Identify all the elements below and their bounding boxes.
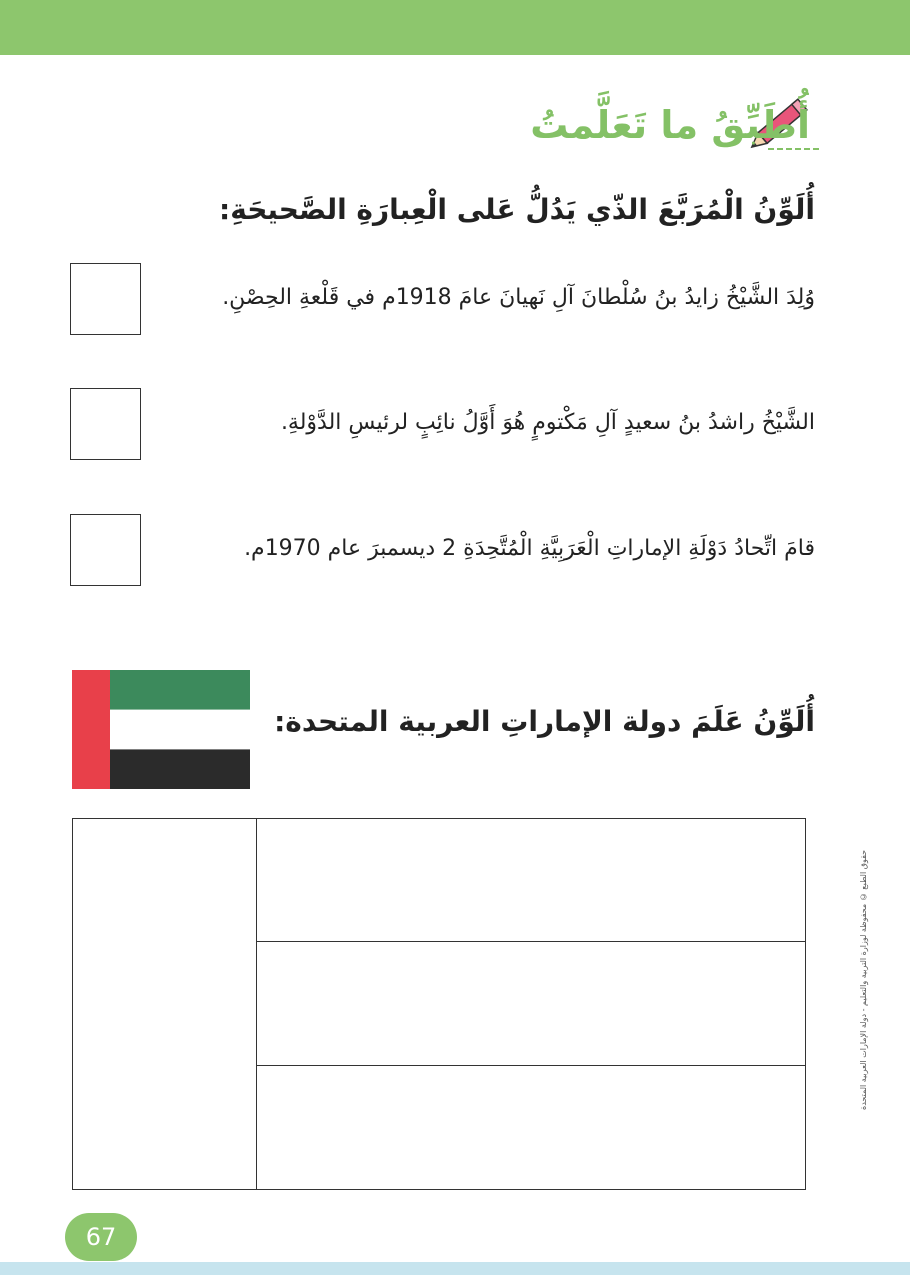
page-number: 67 — [65, 1213, 137, 1261]
exercise2-instruction: أُلَوِّنُ عَلَمَ دولة الإماراتِ العربية المتحدة: — [274, 705, 815, 738]
flag-white-stripe — [110, 710, 250, 750]
section-title: أُطَبِّقُ ما تَعَلَّمتُ — [530, 103, 810, 147]
answer-checkbox-3[interactable] — [70, 514, 141, 586]
flag-outline-bottom-stripe[interactable] — [257, 1066, 805, 1189]
flag-outline-top-stripe[interactable] — [257, 819, 805, 942]
statement-2: الشَّيْخُ راشدُ بنُ سعيدٍ آلِ مَكْتومٍ هُوَ أَوَّلُ نائِبٍ لرئيسِ الدَّوْلةِ. — [280, 410, 815, 435]
copyright-note: حقوق الطبع © محفوظة لوزارة التربية والتعليم - دولة الإمارات العربية المتحدة — [859, 849, 868, 1110]
flag-black-stripe — [110, 749, 250, 789]
answer-checkbox-1[interactable] — [70, 263, 141, 335]
flag-outline-middle-stripe[interactable] — [257, 942, 805, 1066]
flag-coloring-outline — [72, 818, 806, 1190]
statement-1: وُلِدَ الشَّيْخُ زايدُ بنُ سُلْطانَ آلِ نَهيانَ عامَ 1918م في قَلْعةِ الحِصْنِ. — [222, 285, 815, 310]
bottom-border — [0, 1262, 910, 1275]
uae-flag-image — [72, 670, 250, 789]
flag-green-stripe — [110, 670, 250, 710]
top-banner — [0, 0, 910, 55]
answer-checkbox-2[interactable] — [70, 388, 141, 460]
flag-outline-vertical-band[interactable] — [73, 819, 257, 1189]
exercise1-instruction: أُلَوِّنُ الْمُرَبَّعَ الذّي يَدُلُّ عَلى الْعِبارَةِ الصَّحيحَةِ: — [219, 193, 815, 226]
flag-red-band — [72, 670, 110, 789]
statement-3: قامَ اتِّحادُ دَوْلَةِ الإماراتِ الْعَرَبِيَّةِ الْمُتَّحِدَةِ 2 ديسمبرَ عام 1970م. — [244, 536, 815, 561]
